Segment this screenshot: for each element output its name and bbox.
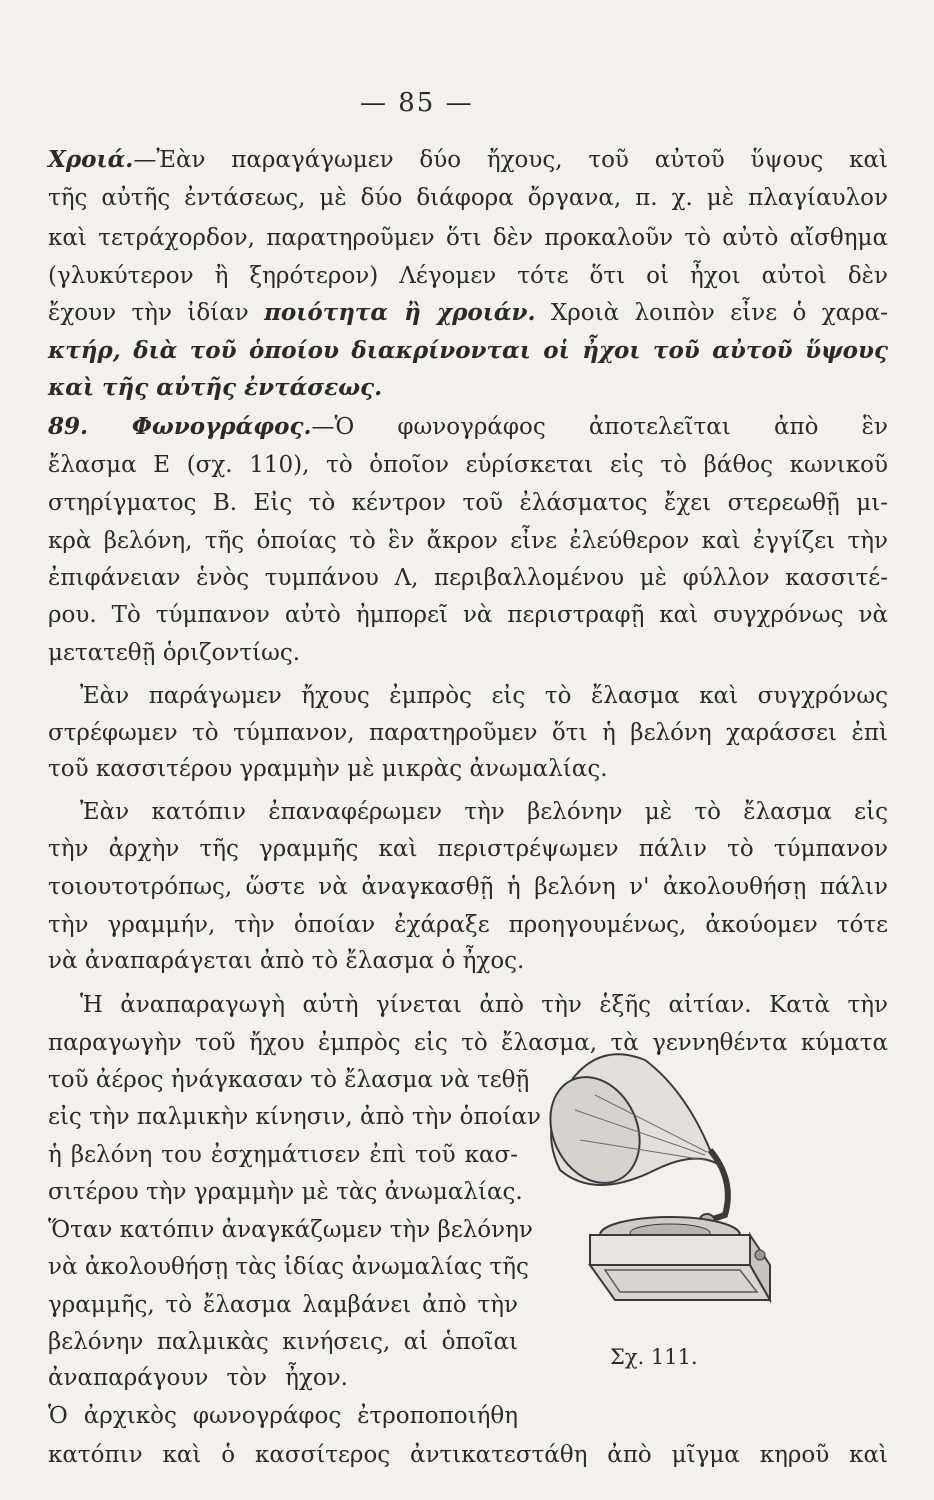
text-line	[48, 450, 888, 480]
line-text: γραμμῆς, τὸ ἔλασμα λαμβάνει ἀπὸ τὴν	[48, 1292, 518, 1318]
line-text: μετατεθῇ ὁριζοντίως.	[48, 640, 301, 666]
text-line	[48, 1102, 541, 1132]
line-text: σιτέρου τὴν γραμμὴν μὲ τὰς ἀνωμαλίας.	[48, 1179, 523, 1205]
line-text: Ἐὰν παράγωμεν ἤχους ἐμπρὸς εἰς τὸ ἔλασμα καὶ συγχρόνως	[80, 683, 888, 709]
text-line	[48, 834, 888, 864]
line-text: (γλυκύτερον ἢ ξηρότερον) Λέγομεν τότε ὅτι οἱ ἦχοι αὐτοὶ δὲν	[48, 263, 888, 289]
line-text: Ἐὰν κατόπιν ἐπαναφέρωμεν τὴν βελόνην μὲ τὸ ἔλασμα εἰς	[80, 799, 888, 825]
text-line	[48, 910, 888, 940]
text-line	[48, 183, 888, 213]
text-line	[48, 1290, 518, 1320]
text-line	[48, 638, 300, 668]
line-text: καὶ τετράχορδον, παρατηροῦμεν ὅτι δὲν προκαλοῦν τὸ αὐτὸ αἴσθημα	[48, 225, 888, 251]
line-text: παραγωγὴν τοῦ ἤχου ἐμπρὸς εἰς τὸ ἔλασμα, τὰ γεννηθέντα κύματα	[48, 1030, 888, 1056]
text-line	[48, 526, 888, 556]
text-line	[48, 600, 888, 630]
line-text: τῆς αὐτῆς ἐντάσεως, μὲ δύο διάφορα ὄργανα, π. χ. μὲ πλαγίαυλον	[48, 185, 888, 211]
line-text-tail: Χροιὰ λοιπὸν εἶνε ὁ χαρα-	[550, 300, 888, 326]
line-text: κατόπιν καὶ ὁ κασσίτερος ἀντικατεστάθη ἀπὸ μῖγμα κηροῦ καὶ	[48, 1442, 888, 1468]
section-heading: Χροιά.	[48, 146, 134, 173]
text-line	[48, 223, 888, 253]
line-text: κρὰ βελόνη, τῆς ὁποίας τὸ ἓν ἄκρον εἶνε ἐλεύθερον καὶ ἐγγίζει τὴν	[48, 528, 888, 554]
line-text: στρέφωμεν τὸ τύμπανον, παρατηροῦμεν ὅτι ἡ βελόνη χαράσσει ἐπὶ	[48, 720, 888, 746]
line-text: νὰ ἀναπαράγεται ἀπὸ τὸ ἔλασμα ὁ ἦχος.	[48, 948, 525, 974]
text-line	[80, 797, 888, 827]
line-text: ἡ βελόνη του ἐσχημάτισεν ἐπὶ τοῦ κασ-	[48, 1142, 518, 1168]
text-line	[48, 1140, 518, 1170]
line-text: νὰ ἀκολουθήσῃ τὰς ἰδίας ἀνωμαλίας τῆς	[48, 1254, 529, 1280]
line-text: τοιουτοτρόπως, ὥστε νὰ ἀναγκασθῇ ἡ βελόνη ν' ἀκολουθήσῃ πάλιν	[48, 874, 888, 900]
text-line	[48, 412, 888, 442]
figure-caption: Σχ. 111.	[610, 1345, 698, 1369]
text-line	[48, 1327, 518, 1357]
text-line	[48, 336, 888, 366]
text-line	[48, 488, 888, 518]
line-text: βελόνην παλμικὰς κινήσεις, αἱ ὁποῖαι	[48, 1329, 518, 1355]
text-line	[48, 718, 888, 748]
line-text: ἔχουν τὴν ἰδίαν	[48, 300, 249, 326]
text-line	[48, 261, 888, 291]
line-text: τοῦ ἀέρος ἠνάγκασαν τὸ ἔλασμα νὰ τεθῇ	[48, 1067, 530, 1093]
text-line	[48, 1440, 888, 1470]
text-line	[80, 681, 888, 711]
line-text: Ἡ ἀναπαραγωγὴ αὐτὴ γίνεται ἀπὸ τὴν ἑξῆς αἰτίαν. Κατὰ τὴν	[80, 992, 888, 1018]
line-text: —Ὁ φωνογράφος ἀποτελεῖται ἀπὸ ἓν	[311, 414, 888, 440]
text-line	[48, 754, 608, 784]
line-text: τοῦ κασσιτέρου γραμμὴν μὲ μικρὰς ἀνωμαλίας.	[48, 756, 608, 782]
text-line	[48, 1065, 530, 1095]
text-line	[48, 1215, 533, 1245]
line-text: στηρίγματος Β. Εἰς τὸ κέντρον τοῦ ἐλάσματος ἔχει στερεωθῇ μι-	[48, 490, 888, 516]
line-text: τὴν γραμμήν, τὴν ὁποίαν ἐχάραξε προηγουμένως, ἀκούομεν τότε	[48, 912, 888, 938]
line-text: καὶ τῆς αὐτῆς ἐντάσεως.	[48, 374, 383, 401]
text-line	[48, 298, 888, 328]
text-line	[48, 563, 888, 593]
text-line	[48, 373, 382, 403]
text-line	[48, 1177, 523, 1207]
line-text: ρου. Τὸ τύμπανον αὐτὸ ἠμπορεῖ νὰ περιστραφῇ καὶ συγχρόνως νὰ	[48, 602, 888, 628]
line-text: τὴν ἀρχὴν τῆς γραμμῆς καὶ περιστρέψωμεν πάλιν τὸ τύμπανον	[48, 836, 888, 862]
text-line	[48, 145, 888, 175]
text-line	[48, 872, 888, 902]
line-text: ἔλασμα Ε (σχ. 110), τὸ ὁποῖον εὑρίσκεται εἰς τὸ βάθος κωνικοῦ	[48, 452, 888, 478]
text-line	[48, 1252, 529, 1282]
line-text: ἀναπαράγουν τὸν ἦχον.	[48, 1365, 348, 1391]
text-line	[48, 1401, 518, 1431]
page-number: — 85 —	[360, 88, 474, 118]
line-text: κτήρ, διὰ τοῦ ὁποίου διακρίνονται οἱ ἦχοι τοῦ αὐτοῦ ὕψους	[48, 337, 888, 364]
text-line	[48, 946, 524, 976]
section-heading: 89. Φωνογράφος.	[48, 413, 312, 440]
line-text: ἐπιφάνειαν ἑνὸς τυμπάνου Λ, περιβαλλομένου μὲ φύλλον κασσιτέ-	[48, 565, 888, 591]
emphasis: ποιότητα ἢ χροιάν.	[264, 299, 536, 326]
line-text: εἰς τὴν παλμικὴν κίνησιν, ἀπὸ τὴν ὁποίαν	[48, 1104, 541, 1130]
text-line	[48, 1363, 348, 1393]
line-text: Ὅταν κατόπιν ἀναγκάζωμεν τὴν βελόνην	[48, 1217, 533, 1243]
gramophone-icon	[535, 1030, 775, 1330]
text-line	[80, 990, 888, 1020]
line-text: Ὁ ἀρχικὸς φωνογράφος ἐτροποποιήθη	[48, 1403, 518, 1429]
line-text: —Ἐὰν παραγάγωμεν δύο ἤχους, τοῦ αὐτοῦ ὕψους καὶ	[133, 147, 888, 173]
